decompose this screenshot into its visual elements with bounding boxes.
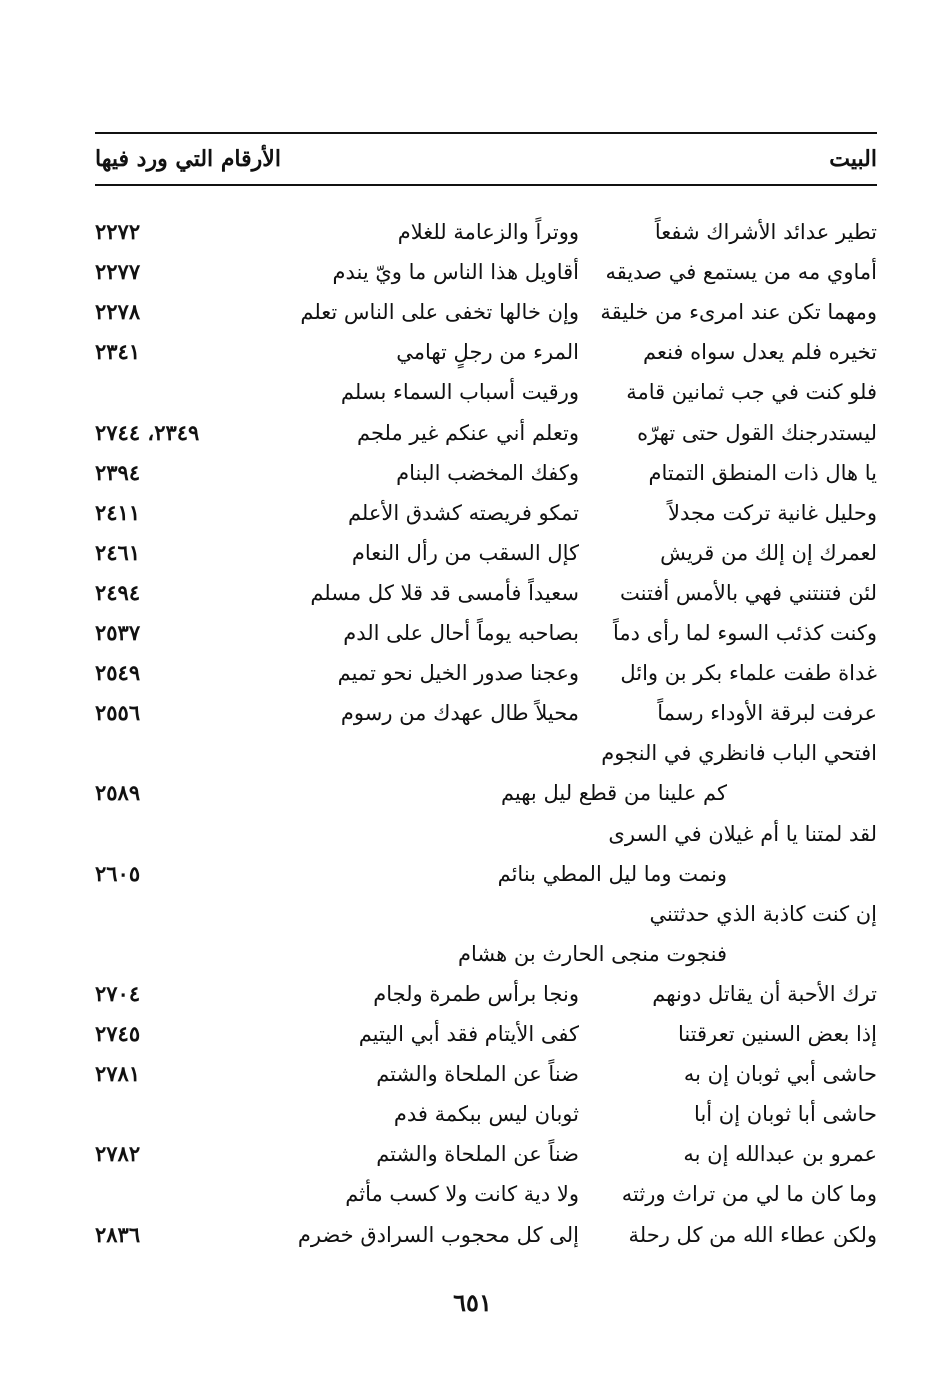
verse-row xyxy=(95,731,877,775)
header-verse-column-title: البيت xyxy=(829,146,877,172)
verse-row xyxy=(95,972,877,1016)
verse-second-hemistich: سعيداً فأمسى قد قلا كل مسلم xyxy=(310,580,579,605)
header-bottom-rule xyxy=(95,184,877,186)
verse-reference-numbers: ٢٨٣٦ xyxy=(95,1221,141,1247)
verse-reference-numbers: ٢٧٠٤ xyxy=(95,980,141,1006)
verse-reference-numbers: ٢٣٤٩، ٢٧٤٤ xyxy=(95,419,200,445)
verse-second-hemistich: بصاحبه يوماً أحال على الدم xyxy=(343,621,579,645)
verse-row xyxy=(95,1092,877,1136)
verse-reference-numbers: ٢٧٨١ xyxy=(95,1061,141,1087)
verse-reference-numbers: ٢٥٨٩ xyxy=(95,780,141,806)
verse-line: لقد لمتنا يا أم غيلان في السرى xyxy=(608,821,877,846)
verse-first-hemistich: وحليل غانية تركت مجدلاً xyxy=(667,500,877,525)
verse-row xyxy=(95,290,877,334)
verse-row xyxy=(95,1052,877,1096)
verse-reference-numbers: ٢٢٧٧ xyxy=(95,259,141,285)
verse-row xyxy=(95,611,877,655)
verse-second-hemistich: وإن خالها تخفى على الناس تعلم xyxy=(300,300,579,325)
header-top-rule xyxy=(95,132,877,134)
verse-first-hemistich: وما كان ما لي من تراث ورثته xyxy=(621,1182,877,1207)
verse-second-hemistich: محيلاً طال عهدك من رسوم xyxy=(340,701,579,726)
verse-row xyxy=(95,370,877,414)
verse-row xyxy=(95,210,877,254)
verse-second-hemistich: ورقيت أسباب السماء بسلم xyxy=(340,380,579,405)
verse-row xyxy=(95,691,877,735)
verse-row xyxy=(95,491,877,535)
verse-second-hemistich: المرء من رجلٍ تهامي xyxy=(396,340,579,365)
verse-first-hemistich: عرفت لبرقة الأوداء رسماً xyxy=(657,701,877,726)
verse-second-hemistich: إلى كل محجوب السرادق خضرم xyxy=(297,1222,579,1247)
verse-row xyxy=(95,1172,877,1216)
verse-second-hemistich: وكفك المخضب البنام xyxy=(396,460,579,485)
verse-row xyxy=(95,531,877,575)
verse-line: افتحي الباب فانظري في النجوم xyxy=(601,741,877,766)
verse-reference-numbers: ٢٥٤٩ xyxy=(95,660,141,686)
verse-first-hemistich: لئن فتنتني فهي بالأمس أفتنت xyxy=(620,580,877,605)
verse-second-hemistich: ووتراً والزعامة للغلام xyxy=(397,220,579,244)
verse-second-hemistich: ضناً عن الملحاة والشتم xyxy=(376,1142,579,1167)
verse-first-hemistich: تخيره فلم يعدل سواه فنعم xyxy=(642,340,877,365)
verse-reference-numbers: ٢٥٥٦ xyxy=(95,700,141,726)
verse-reference-numbers: ٢٤٩٤ xyxy=(95,579,141,605)
verse-reference-numbers: ٢٥٣٧ xyxy=(95,620,141,645)
verse-first-hemistich: غداة طفت علماء بكر بن وائل xyxy=(620,661,877,686)
verse-row xyxy=(95,852,877,896)
verse-row xyxy=(95,451,877,495)
verse-first-hemistich: أماوي مه من يستمع في صديقه xyxy=(605,260,877,285)
verse-first-hemistich: حاشى أبي ثوبان إن به xyxy=(683,1062,877,1087)
verse-reference-numbers: ٢٧٨٢ xyxy=(95,1141,141,1167)
verse-row xyxy=(95,1132,877,1176)
page-number: ٦٥١ xyxy=(453,1288,492,1317)
verse-reference-numbers: ٢٦٠٥ xyxy=(95,860,141,886)
verse-row xyxy=(95,250,877,294)
verse-reference-numbers: ٢٣٤١ xyxy=(95,339,141,365)
verse-row xyxy=(95,932,877,976)
verse-second-hemistich: أقاويل هذا الناس ما ويّ يندم xyxy=(332,260,579,285)
header-reference-column-title: الأرقام التي ورد فيها xyxy=(95,146,281,172)
verse-line-indented: فنجوت منجى الحارث بن هشام xyxy=(457,941,727,966)
verse-row xyxy=(95,571,877,615)
verse-second-hemistich: وعجنا صدور الخيل نحو تميم xyxy=(337,661,579,686)
verse-reference-numbers: ٢٢٧٢ xyxy=(95,219,141,244)
verse-first-hemistich: تطير عدائد الأشراك شفعاً xyxy=(654,220,877,244)
verse-reference-numbers: ٢٤١١ xyxy=(95,499,141,525)
verse-row xyxy=(95,812,877,856)
verse-second-hemistich: ولا دية كانت ولا كسب مأثم xyxy=(345,1182,579,1207)
verse-row xyxy=(95,892,877,936)
verse-row xyxy=(95,411,877,455)
verse-first-hemistich: ومهما تكن عند امرىء من خليقة xyxy=(600,300,877,325)
verse-line-indented: ونمت وما ليل المطي بنائم xyxy=(497,861,727,886)
verse-row xyxy=(95,330,877,374)
verse-reference-numbers: ٢٢٧٨ xyxy=(95,299,141,325)
verse-reference-numbers: ٢٣٩٤ xyxy=(95,459,141,485)
verse-first-hemistich: فلو كنت في جب ثمانين قامة xyxy=(626,380,877,405)
verse-reference-numbers: ٢٤٦١ xyxy=(95,539,141,565)
table-header xyxy=(95,132,877,186)
verse-first-hemistich: ولكن عطاء الله من كل رحلة xyxy=(628,1222,877,1247)
verse-first-hemistich: ليستدرجنك القول حتى تهرّه xyxy=(637,420,877,445)
verse-first-hemistich: لعمرك إن إلك من قريش xyxy=(660,540,877,565)
verse-first-hemistich: ترك الأحبة أن يقاتل دونهم xyxy=(652,981,877,1006)
verse-row xyxy=(95,651,877,695)
verse-reference-numbers: ٢٧٤٥ xyxy=(95,1021,141,1046)
verse-second-hemistich: ونجا برأس طمرة ولجام xyxy=(373,981,579,1006)
verse-first-hemistich: وكنت كذئب السوء لما رأى دماً xyxy=(613,621,877,645)
verse-second-hemistich: تمكو فريصته كشدق الأعلم xyxy=(347,500,579,525)
verse-line: إن كنت كاذبة الذي حدثتني xyxy=(649,901,877,926)
verse-first-hemistich: يا هال ذات المنطق التمتام xyxy=(648,460,877,485)
verse-line-indented: كم علينا من قطع ليل بهيم xyxy=(500,781,727,806)
verse-first-hemistich: إذا بعض السنين تعرقتنا xyxy=(677,1022,877,1046)
verse-second-hemistich: ضناً عن الملحاة والشتم xyxy=(376,1062,579,1087)
verse-second-hemistich: ثوبان ليس ببكمة فدم xyxy=(393,1102,579,1127)
verse-row xyxy=(95,1012,877,1056)
verse-row xyxy=(95,771,877,815)
verse-first-hemistich: حاشى أبا ثوبان إن أبا xyxy=(694,1102,877,1127)
verse-second-hemistich: وتعلم أني عنكم غير ملجم xyxy=(356,420,579,445)
verse-first-hemistich: عمرو بن عبدالله إن به xyxy=(683,1142,877,1167)
verse-second-hemistich: كإل السقب من رأل النعام xyxy=(351,540,579,565)
verse-row xyxy=(95,1213,877,1257)
verse-second-hemistich: كفى الأيتام فقد أبي اليتيم xyxy=(358,1022,579,1046)
